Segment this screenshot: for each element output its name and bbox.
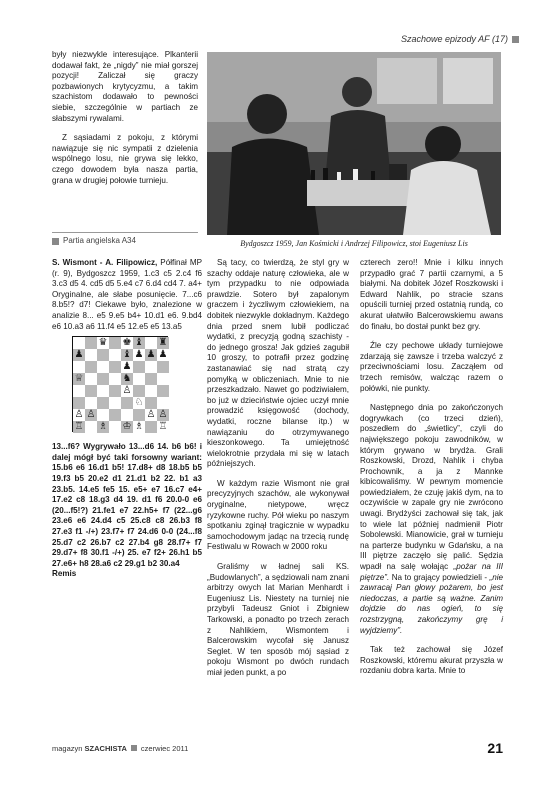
board-square — [145, 385, 157, 397]
board-square — [133, 373, 145, 385]
board-square — [97, 409, 109, 421]
paragraph — [360, 403, 503, 636]
page-footer — [52, 740, 503, 756]
board-square: ♚ — [122, 337, 132, 349]
board-square — [109, 421, 121, 433]
board-square — [157, 373, 169, 385]
board-square: ♟ — [146, 349, 156, 361]
board-square — [73, 385, 85, 397]
board-square: ♝ — [134, 337, 144, 349]
chess-board-diagram — [72, 336, 168, 432]
board-square — [85, 361, 97, 373]
paragraph-text: Na to grający powiedzieli - — [389, 572, 490, 582]
board-square: ♙ — [146, 409, 156, 421]
game-column — [52, 236, 203, 580]
board-square: ♙ — [86, 409, 96, 421]
game-label — [52, 236, 136, 247]
board-square: ♟ — [122, 361, 132, 373]
footer-issue: czerwiec 2011 — [140, 743, 189, 753]
board-square — [133, 409, 145, 421]
board-square — [97, 373, 109, 385]
board-square — [157, 385, 169, 397]
board-square: ♖ — [74, 421, 84, 433]
board-square: ♔ — [122, 421, 132, 433]
board-square — [157, 397, 169, 409]
game-label-text: Partia angielska A34 — [63, 236, 136, 245]
footer-square-icon — [131, 745, 137, 751]
board-square — [73, 397, 85, 409]
board-square: ♝ — [122, 349, 132, 361]
paragraph: Graliśmy w ładnej sali KS. „Budowlanych”, a sędziowali nam znani arbitrzy owych lat Marian Menhardt i Eugeniusz Lis. Niestety na turniej nie przybyli Tadeusz Gniot i Zbigniew Tarkowski, a ponadto po trzech zerach z Nahlikiem, Wismontem i Balcerowskim wycofał się Janusz Seglet. W ten sposób mój sąsiad z pokoju Wismont po dwóch rundach miał jeden punkt, a po — [207, 562, 349, 677]
board-square — [97, 361, 109, 373]
board-square — [133, 361, 145, 373]
board-square — [121, 397, 133, 409]
board-square — [109, 409, 121, 421]
game-header: S. Wismont - A. Filipowicz, — [52, 258, 158, 267]
board-square: ♟ — [158, 349, 168, 361]
paragraph: Z sąsiadami z pokoju, z którymi nawiązuje się nic sympatii z dzielenia wspólnego losu, nie grywa się lekko, czego dowodem była nasza partia, grana w drugiej połowie turnieju. — [52, 133, 198, 185]
board-square — [97, 385, 109, 397]
board-square: ♟ — [134, 349, 144, 361]
board-square — [97, 349, 109, 361]
photo-caption: Bydgoszcz 1959, Jan Kośmicki i Andrzej Filipowicz, stoi Eugeniusz Lis — [240, 239, 468, 248]
section-divider — [52, 232, 198, 233]
board-square — [109, 373, 121, 385]
board-square: ♛ — [98, 337, 108, 349]
paragraph: Źle czy pechowe układy turniejowe zdarzają się zawsze i trzeba walczyć z przeciwnościami losu. Zacząłem od trzech remisów, walcząc razem o połówki, nie punkty. — [360, 341, 503, 393]
board-square — [109, 361, 121, 373]
board-square: ♗ — [134, 421, 144, 433]
board-square — [145, 397, 157, 409]
header-square-icon — [512, 36, 519, 43]
board-square — [157, 361, 169, 373]
board-square — [145, 361, 157, 373]
board-square: ♘ — [134, 397, 144, 409]
board-square — [145, 337, 157, 349]
board-square — [145, 373, 157, 385]
board-square — [97, 397, 109, 409]
board-square: ♙ — [122, 385, 132, 397]
label-square-icon — [52, 238, 59, 245]
page-number: 21 — [487, 740, 503, 756]
board-square: ♗ — [98, 421, 108, 433]
board-square: ♙ — [158, 409, 168, 421]
board-square — [121, 409, 133, 421]
game-notation — [52, 258, 202, 332]
board-square: ♞ — [122, 373, 132, 385]
header-section-title: Szachowe epizody AF (17) — [400, 34, 508, 44]
board-square — [73, 337, 85, 349]
photo-image — [207, 52, 501, 235]
paragraph-text: Następnego dnia po zakończonych dogrywkach (co trzeci dzień), poszedłem do „świetlicy”, czyli do największego pokoju zawodników, w którym grywano w brydża. Grali Roszkowski, Drozd, Nahlik i chyba Prochownik, a ja z Mannke kibicowaliśmy. W pewnym momencie powiedziałem, że czuję jakiś dym, na to oczywiście w zapale gry nie zwrócono uwagi. Brydżyści zachował się tak, jak to wiele lat później nadmienił Piotr Sobolewski. Mianowicie, grał w turnieju na parterze budynku w Gdańsku, a na III piętrze zaczęło się palić. Sędzia wpadł na salę wołając — [360, 403, 503, 572]
board-square — [109, 385, 121, 397]
board-square: ♖ — [158, 421, 168, 433]
paragraph: W każdym razie Wismont nie grał precyzyjnych szachów, ale wykonywał oryginalne, nietypowe, wręcz ryzykowne ruchy. Pół wieku po naszym spotkaniu zginął tragicznie w wypadku samochodowym jadąc na trzecią rundę Festiwalu w Rowach w 2000 roku — [207, 478, 349, 552]
quote: „nie zawracaj Pan głowy pożarem, bo jest niedoczas, a partie są ważne. Zanim dojdzie do nas ogień, to się rozstrzygną, zakończymy grę i wyjdziemy”. — [360, 572, 503, 635]
board-square — [73, 361, 85, 373]
paragraph: czterech zero!! Mnie i kilku innych przypadło grać 7 partii czarnymi, a 5 białymi. Na dobitek Józef Roszkowski i Edward Nahlik, po stracie szans opuścili turniej przed ostatnią rundą, co akurat ułatwiło Balcerowskiemu awans do finału, bo dostał punkt bez gry. — [360, 258, 503, 331]
game-moves-text: 13...f6? Wygrywało 13...d6 14. b6 b6! i dalej mógł być taki forsowny wariant: 15.b6 e6 16.d1 b5! 17.d8+ d8 18.b5 b5 19.f3 b5 20.e2 d1 21.d1 b2 22. b1 a3 23.b5. 14.e5 fe5 15. e5+ e7 16.c7 e4+ 17.e2 c8 18.g3 d4 19. d1 f6 20.0-0 e6 (20...f5!?) 21.fe1 e7 22.h5+ f7 (22...g6 23.e6 e6 24.d4 c5 25.c8 c8 26.b3 f8 27.e3 f1 -/+) 23.f7+ f7 24.d6 0-0 (24...f8 25.d7 c2 26.b7 c2 27.b4 g8 28.f7+ f7 29.d7+ f8 30.f1 -/+) 25. e7 f2+ 26.h1 b5 27.e6+ h8 28.a6 c2 29.g1 b2 30.a4 — [52, 442, 202, 568]
quote: „pożar na III piętrze”. — [360, 562, 503, 582]
board-square — [85, 337, 97, 349]
paragraph: były niezwykle interesujące. Plkanterii dodawał fakt, że „nigdy” nie miał gorszej pozycji! Zaliczał się graczy pozbawionych krytycyzmu, a takim szachistom dodawało to pewności siebie, szczególnie w partiach ze słabszymi rywalami. — [52, 50, 198, 123]
magazine-name: SZACHISTA — [84, 743, 127, 753]
game-result: Remis — [52, 569, 77, 579]
game-intro: Półfinał MP (r. 9), Bydgoszcz 1959, 1.c3 c5 2.c4 f6 3.c3 d5 4. cd5 d5 5.e4 c7 6.d4 cd4 7. a4+ Oryginalne, ale słabe posunięcie. 7...c6 8.b5!? d7! Ciekawe było, znalezione w analizie 8... e5 9.e5 b4+ 10.d1 e6. 9.bd4 e6 10.a3 a6 11.f4 e5 12.e5 e5 13.a5 — [52, 258, 203, 331]
board-square: ♟ — [74, 349, 84, 361]
paragraph: Tak też zachował się Józef Roszkowski, któremu akurat przyszła w rozdaniu dobra karta. Mnie to — [360, 645, 503, 676]
board-square — [85, 397, 97, 409]
board-square: ♙ — [74, 409, 84, 421]
game-moves — [52, 442, 202, 580]
board-square — [145, 421, 157, 433]
running-header — [401, 34, 519, 44]
board-square — [85, 373, 97, 385]
board-square: ♜ — [158, 337, 168, 349]
board-square: ♕ — [74, 373, 84, 385]
column-3 — [360, 258, 503, 686]
column-1-top — [52, 50, 198, 195]
board-square — [85, 385, 97, 397]
board-square — [133, 385, 145, 397]
board-square — [85, 349, 97, 361]
board-square — [109, 337, 121, 349]
tournament-photo — [207, 52, 501, 235]
paragraph: Są tacy, co twierdzą, że styl gry w szachy oddaje naturę człowieka, ale w tym przypadku to nie odpowiada prawdzie. Sotero był zapalonym graczem i życzliwym człowiekiem, na dobitek niezwykle dokładnym. Każdego dnia przed snem lubił podliczać wydatki, z precyzją godną szachisty - do jednego grosza! Jak gdzieś zagubił 10 groszy, to potrafił przez godzinę zastanawiać się nad stratą czy pomyłką w obliczeniach. Mnie to nie przeszkadzało. Nawet go podziwiałem, bo już w dzieciństwie ojciec uczył mnie prowadzić księgowość (dochody, wydatki, roczne bilanse itp.) w nawiązaniu do otrzymywanego kieszonkowego. Ta umiejętność wielokrotnie przydała mi się w latach późniejszych. — [207, 258, 349, 469]
board-square — [85, 421, 97, 433]
footer-magazine — [52, 744, 127, 753]
column-2 — [207, 258, 349, 688]
board-square — [109, 397, 121, 409]
board-square — [109, 349, 121, 361]
magazine-prefix: magazyn — [52, 743, 85, 753]
